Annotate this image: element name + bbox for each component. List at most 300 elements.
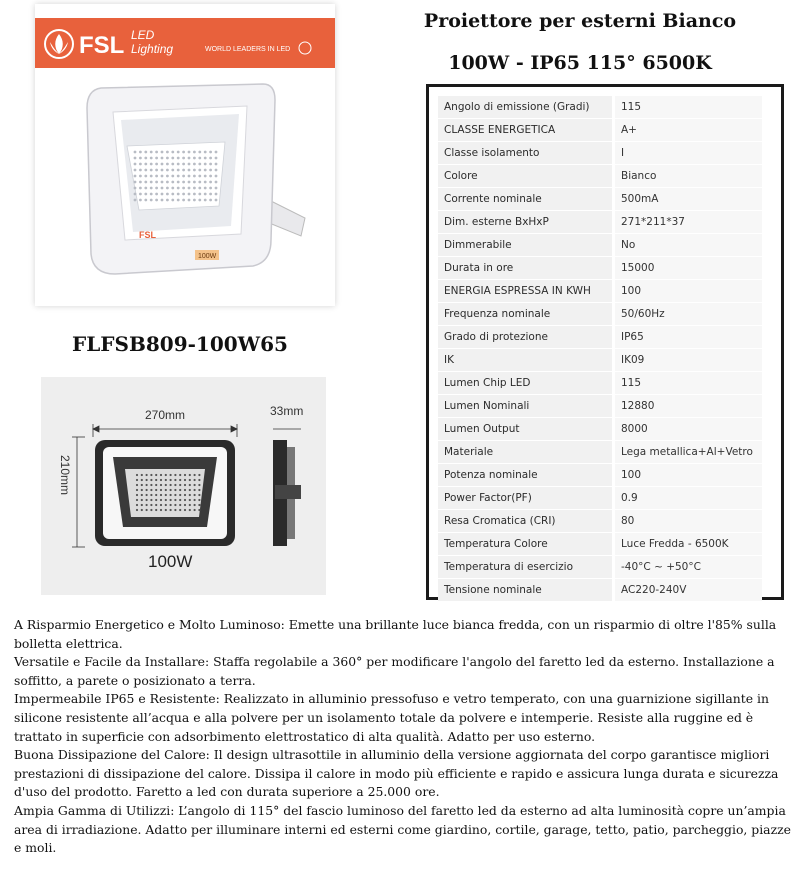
led-chip-icon [170, 474, 172, 476]
spec-row [438, 556, 762, 579]
spec-row [438, 533, 762, 556]
led-chip-icon [177, 175, 180, 178]
led-chip-icon [193, 157, 196, 160]
led-chip-icon [189, 479, 191, 481]
led-chip-icon [184, 504, 186, 506]
led-chip-icon [194, 494, 196, 496]
led-chip-icon [174, 509, 176, 511]
led-chip-icon [139, 181, 142, 184]
led-chip-icon [161, 157, 164, 160]
led-chip-icon [171, 181, 174, 184]
led-chip-icon [141, 499, 143, 501]
width-label: 270mm [145, 408, 186, 422]
led-chip-icon [182, 193, 185, 196]
led-chip-icon [150, 151, 153, 154]
spec-value: Lega metallica+Al+Vetro [615, 441, 762, 464]
spec-value: IK09 [615, 349, 762, 372]
led-chip-icon [204, 157, 207, 160]
led-chip-icon [193, 163, 196, 166]
led-chip-icon [170, 489, 172, 491]
led-chip-icon [165, 474, 167, 476]
led-chip-icon [144, 199, 147, 202]
led-chip-icon [174, 489, 176, 491]
led-chip-icon [144, 187, 147, 190]
spec-row [438, 349, 762, 372]
led-chip-icon [184, 474, 186, 476]
led-chip-icon [215, 169, 218, 172]
spec-row [438, 165, 762, 188]
led-chip-icon [179, 474, 181, 476]
led-chip-icon [179, 494, 181, 496]
led-chip-icon [155, 169, 158, 172]
led-chip-icon [179, 499, 181, 501]
spec-row [438, 372, 762, 395]
led-chip-icon [215, 199, 218, 202]
led-chip-icon [165, 489, 167, 491]
product-title-line2: 100W - IP65 115° 6500K [448, 52, 712, 74]
spec-row [438, 579, 762, 602]
spec-row [438, 395, 762, 418]
spec-row [438, 326, 762, 349]
led-chip-icon [204, 163, 207, 166]
led-chip-icon [198, 199, 201, 202]
led-chip-icon [160, 479, 162, 481]
led-chip-icon [174, 494, 176, 496]
led-chip-icon [144, 163, 147, 166]
led-chip-icon [194, 474, 196, 476]
floodlight-image [35, 4, 335, 306]
spec-value: 0.9 [615, 487, 762, 510]
led-chip-icon [209, 169, 212, 172]
led-chip-icon [177, 169, 180, 172]
spec-value: Luce Fredda - 6500K [615, 533, 762, 556]
led-chip-icon [165, 509, 167, 511]
spec-row [438, 119, 762, 142]
led-chip-icon [198, 181, 201, 184]
led-chip-icon [188, 151, 191, 154]
led-chip-icon [188, 169, 191, 172]
led-chip-icon [204, 175, 207, 178]
led-chip-icon [146, 479, 148, 481]
led-chip-icon [198, 489, 200, 491]
led-chip-icon [141, 509, 143, 511]
led-chip-icon [189, 489, 191, 491]
led-chip-icon [198, 169, 201, 172]
product-photo [35, 4, 335, 306]
led-chip-icon [182, 181, 185, 184]
height-label: 210mm [58, 455, 72, 496]
spec-key: Resa Cromatica (CRI) [438, 510, 615, 533]
spec-value: 100 [615, 280, 762, 303]
led-chip-icon [174, 479, 176, 481]
led-chip-icon [177, 157, 180, 160]
led-chip-icon [189, 509, 191, 511]
spec-row [438, 303, 762, 326]
led-chip-icon [141, 489, 143, 491]
led-chip-icon [204, 151, 207, 154]
led-chip-icon [188, 199, 191, 202]
led-chip-icon [193, 175, 196, 178]
spec-key: Dimmerabile [438, 234, 615, 257]
led-chip-icon [146, 504, 148, 506]
led-chip-icon [198, 484, 200, 486]
led-chip-icon [161, 199, 164, 202]
led-chip-icon [171, 175, 174, 178]
led-chip-icon [146, 489, 148, 491]
led-chip-icon [177, 193, 180, 196]
led-chip-icon [204, 199, 207, 202]
led-chip-icon [179, 484, 181, 486]
led-chip-icon [204, 169, 207, 172]
led-chip-icon [198, 193, 201, 196]
led-chip-icon [139, 199, 142, 202]
led-chip-icon [177, 181, 180, 184]
spec-row [438, 211, 762, 234]
brand-logo-text: FSL [79, 32, 125, 59]
depth-label: 33mm [270, 404, 304, 418]
led-chip-icon [165, 484, 167, 486]
led-chip-icon [139, 157, 142, 160]
led-chip-icon [188, 181, 191, 184]
spec-value: 50/60Hz [615, 303, 762, 326]
led-chip-icon [150, 494, 152, 496]
led-chip-icon [184, 489, 186, 491]
led-chip-icon [215, 175, 218, 178]
led-chip-icon [174, 484, 176, 486]
spec-key: Grado di protezione [438, 326, 615, 349]
spec-row [438, 257, 762, 280]
led-chip-icon [146, 474, 148, 476]
led-chip-icon [136, 489, 138, 491]
led-chip-icon [166, 157, 169, 160]
spec-key: Lumen Output [438, 418, 615, 441]
led-chip-icon [170, 509, 172, 511]
led-chip-icon [146, 494, 148, 496]
spec-row [438, 96, 762, 119]
led-chip-icon [146, 499, 148, 501]
led-chip-icon [161, 169, 164, 172]
spec-value: No [615, 234, 762, 257]
spec-value: 15000 [615, 257, 762, 280]
led-chip-icon [134, 169, 137, 172]
spec-value: Bianco [615, 165, 762, 188]
spec-key: Lumen Chip LED [438, 372, 615, 395]
led-chip-icon [189, 484, 191, 486]
led-chip-icon [209, 175, 212, 178]
led-chip-icon [209, 163, 212, 166]
led-chip-icon [150, 509, 152, 511]
description-paragraph: Buona Dissipazione del Calore: Il design ultrasottile in alluminio della versione aggiornata del corpo garantisce migliori prestazioni di dissipazione del calore. Dissipa il calore in modo più efficiente e rapido e assicura lunga durata e sicurezza d'uso del prodotto. Faretto a led con durata superiore a 25.000 ore. [14, 747, 779, 800]
led-chip-icon [139, 151, 142, 154]
led-chip-icon [134, 181, 137, 184]
led-chip-icon [139, 193, 142, 196]
led-chip-icon [171, 151, 174, 154]
led-chip-icon [134, 151, 137, 154]
led-chip-icon [155, 157, 158, 160]
led-chip-icon [215, 181, 218, 184]
led-chip-icon [215, 151, 218, 154]
spec-value: AC220-240V [615, 579, 762, 602]
led-chip-icon [194, 479, 196, 481]
spec-row [438, 280, 762, 303]
spec-key: Tensione nominale [438, 579, 615, 602]
spec-row [438, 188, 762, 211]
spec-key: ENERGIA ESPRESSA IN KWH [438, 280, 615, 303]
led-chip-icon [134, 175, 137, 178]
spec-key: Materiale [438, 441, 615, 464]
led-chip-icon [136, 474, 138, 476]
width-dimension-line-icon [93, 424, 237, 437]
led-chip-icon [155, 151, 158, 154]
led-chip-icon [171, 199, 174, 202]
led-chip-icon [134, 187, 137, 190]
led-chip-icon [209, 187, 212, 190]
led-chip-icon [215, 163, 218, 166]
spec-key: Potenza nominale [438, 464, 615, 487]
led-chip-icon [150, 199, 153, 202]
spec-key: Dim. esterne BxHxP [438, 211, 615, 234]
led-chip-icon [193, 199, 196, 202]
led-chip-icon [184, 494, 186, 496]
led-chip-icon [144, 181, 147, 184]
height-dimension-line-icon [72, 437, 85, 547]
led-chip-icon [165, 479, 167, 481]
led-chip-icon [146, 509, 148, 511]
spec-key: Angolo di emissione (Gradi) [438, 96, 615, 119]
spec-value: 80 [615, 510, 762, 533]
led-chip-icon [144, 193, 147, 196]
led-chip-icon [189, 494, 191, 496]
led-chip-icon [198, 187, 201, 190]
spec-row [438, 142, 762, 165]
led-chip-icon [166, 181, 169, 184]
led-chip-icon [160, 509, 162, 511]
led-chip-icon [136, 494, 138, 496]
spec-value: IP65 [615, 326, 762, 349]
led-chip-icon [155, 494, 157, 496]
wattage-sticker-label: 100W [198, 253, 217, 260]
led-chip-icon [170, 504, 172, 506]
led-chip-icon [166, 169, 169, 172]
led-chip-icon [161, 181, 164, 184]
led-chip-icon [136, 504, 138, 506]
led-chip-icon [155, 199, 158, 202]
spec-row [438, 441, 762, 464]
dimension-drawing [41, 377, 326, 595]
led-chip-icon [155, 163, 158, 166]
led-chip-icon [193, 187, 196, 190]
spec-value: I [615, 142, 762, 165]
spec-key: Durata in ore [438, 257, 615, 280]
led-chip-icon [161, 187, 164, 190]
led-chip-icon [150, 484, 152, 486]
led-chip-icon [198, 151, 201, 154]
led-chip-icon [171, 187, 174, 190]
led-chip-icon [174, 504, 176, 506]
led-chip-icon [194, 509, 196, 511]
spec-value: 500mA [615, 188, 762, 211]
led-chip-icon [166, 193, 169, 196]
led-chip-icon [155, 509, 157, 511]
product-title-line1: Proiettore per esterni Bianco [423, 10, 737, 32]
description-paragraph: Impermeabile IP65 e Resistente: Realizzato in alluminio pressofuso e vetro temperato, con una guarnizione sigillante in silicone resistente all’acqua e alla polvere per un isolamento totale da polvere e intemperie. Resiste alla ruggine ed è trattato in superficie con adsorbimento elettrostatico di alta qualità. Adatto per uso esterno. [14, 691, 769, 744]
led-chip-icon [209, 193, 212, 196]
led-chip-icon [198, 479, 200, 481]
led-chip-icon [150, 499, 152, 501]
led-chip-icon [155, 489, 157, 491]
logo-subtitle-led: LED [131, 28, 155, 42]
led-chip-icon [134, 157, 137, 160]
description-paragraph: A Risparmio Energetico e Molto Luminoso: Emette una brillante luce bianca fredda, con un risparmio di oltre l'85% sulla bolletta elettrica. [14, 617, 777, 651]
led-chip-icon [184, 484, 186, 486]
spec-row [438, 510, 762, 533]
led-chip-icon [150, 504, 152, 506]
led-chip-icon [182, 163, 185, 166]
led-chip-icon [189, 504, 191, 506]
led-chip-icon [182, 169, 185, 172]
led-chip-icon [179, 479, 181, 481]
led-chip-icon [188, 175, 191, 178]
led-chip-icon [161, 193, 164, 196]
led-chip-icon [198, 509, 200, 511]
led-chip-icon [166, 187, 169, 190]
led-chip-icon [136, 479, 138, 481]
side-view-outline-icon [273, 429, 301, 546]
led-chip-icon [150, 479, 152, 481]
led-chip-icon [177, 163, 180, 166]
led-chip-icon [204, 181, 207, 184]
led-chip-icon [189, 474, 191, 476]
led-chip-icon [136, 499, 138, 501]
led-chip-icon [184, 509, 186, 511]
led-chip-icon [146, 484, 148, 486]
led-chip-icon [160, 499, 162, 501]
led-chip-icon [166, 151, 169, 154]
spec-key: Corrente nominale [438, 188, 615, 211]
spec-value: 100 [615, 464, 762, 487]
floodlight-housing [87, 84, 275, 274]
led-chip-icon [193, 193, 196, 196]
led-chip-icon [155, 474, 157, 476]
led-chip-icon [150, 193, 153, 196]
drawing-wattage-label: 100W [148, 552, 193, 571]
led-chip-icon [194, 499, 196, 501]
led-chip-icon [161, 175, 164, 178]
led-chip-icon [171, 169, 174, 172]
led-chip-icon [150, 474, 152, 476]
led-chip-icon [215, 157, 218, 160]
led-chip-icon [139, 163, 142, 166]
led-chip-icon [193, 151, 196, 154]
led-chip-icon [177, 151, 180, 154]
led-chip-icon [150, 169, 153, 172]
spec-key: Frequenza nominale [438, 303, 615, 326]
product-description [14, 616, 792, 858]
led-chip-icon [193, 169, 196, 172]
led-chip-icon [209, 199, 212, 202]
led-chip-icon [193, 181, 196, 184]
led-chip-icon [215, 187, 218, 190]
led-chip-icon [171, 163, 174, 166]
led-chip-icon [198, 494, 200, 496]
front-view-outline-icon [95, 440, 235, 546]
led-chip-icon [194, 504, 196, 506]
led-chip-icon [188, 187, 191, 190]
led-chip-icon [134, 163, 137, 166]
spec-key: Temperatura Colore [438, 533, 615, 556]
spec-value: 271*211*37 [615, 211, 762, 234]
led-chip-icon [182, 175, 185, 178]
led-chip-icon [170, 484, 172, 486]
led-chip-icon [155, 499, 157, 501]
spec-value: 12880 [615, 395, 762, 418]
spec-key: Lumen Nominali [438, 395, 615, 418]
model-code: FLFSB809-100W65 [72, 332, 288, 356]
led-chip-icon [155, 504, 157, 506]
spec-row [438, 464, 762, 487]
led-chip-icon [166, 175, 169, 178]
led-chip-icon [165, 499, 167, 501]
spec-key: Temperatura di esercizio [438, 556, 615, 579]
led-chip-icon [161, 151, 164, 154]
led-chip-icon [198, 474, 200, 476]
led-chip-icon [188, 157, 191, 160]
led-chip-icon [166, 199, 169, 202]
led-chip-icon [150, 489, 152, 491]
led-chip-icon [198, 157, 201, 160]
led-chip-icon [177, 187, 180, 190]
led-chip-icon [170, 499, 172, 501]
led-chip-icon [182, 157, 185, 160]
led-chip-icon [198, 163, 201, 166]
led-chip-icon [150, 175, 153, 178]
led-chip-icon [177, 199, 180, 202]
led-chip-icon [155, 187, 158, 190]
led-chip-icon [170, 494, 172, 496]
spec-table-frame [426, 84, 784, 600]
led-chip-icon [165, 504, 167, 506]
led-chip-icon [155, 484, 157, 486]
spec-key: IK [438, 349, 615, 372]
led-chip-icon [166, 163, 169, 166]
spec-key: Colore [438, 165, 615, 188]
led-chip-icon [134, 193, 137, 196]
led-chip-icon [179, 504, 181, 506]
led-chip-icon [136, 509, 138, 511]
led-chip-icon [174, 499, 176, 501]
led-chip-icon [184, 499, 186, 501]
spec-row [438, 487, 762, 510]
spec-key: Power Factor(PF) [438, 487, 615, 510]
led-chip-icon [141, 474, 143, 476]
led-chip-icon [170, 479, 172, 481]
led-chip-icon [198, 499, 200, 501]
spec-value: 8000 [615, 418, 762, 441]
led-chip-icon [150, 181, 153, 184]
led-chip-icon [179, 509, 181, 511]
led-chip-icon [139, 187, 142, 190]
spec-row [438, 418, 762, 441]
description-paragraph: Ampia Gamma di Utilizzi: L’angolo di 115° del fascio luminoso del faretto led da esterno ad alta luminosità copre un’ampia area di irradiazione. Adatto per illuminare interni ed esterni come giardino, cortile, garage, tetto, patio, parcheggio, piazze e moli. [14, 802, 791, 856]
led-chip-icon [171, 193, 174, 196]
led-chip-icon [174, 474, 176, 476]
spec-table [438, 96, 762, 602]
led-chip-icon [189, 499, 191, 501]
led-chip-icon [182, 199, 185, 202]
led-chip-icon [144, 151, 147, 154]
led-chip-icon [141, 484, 143, 486]
spec-row [438, 234, 762, 257]
